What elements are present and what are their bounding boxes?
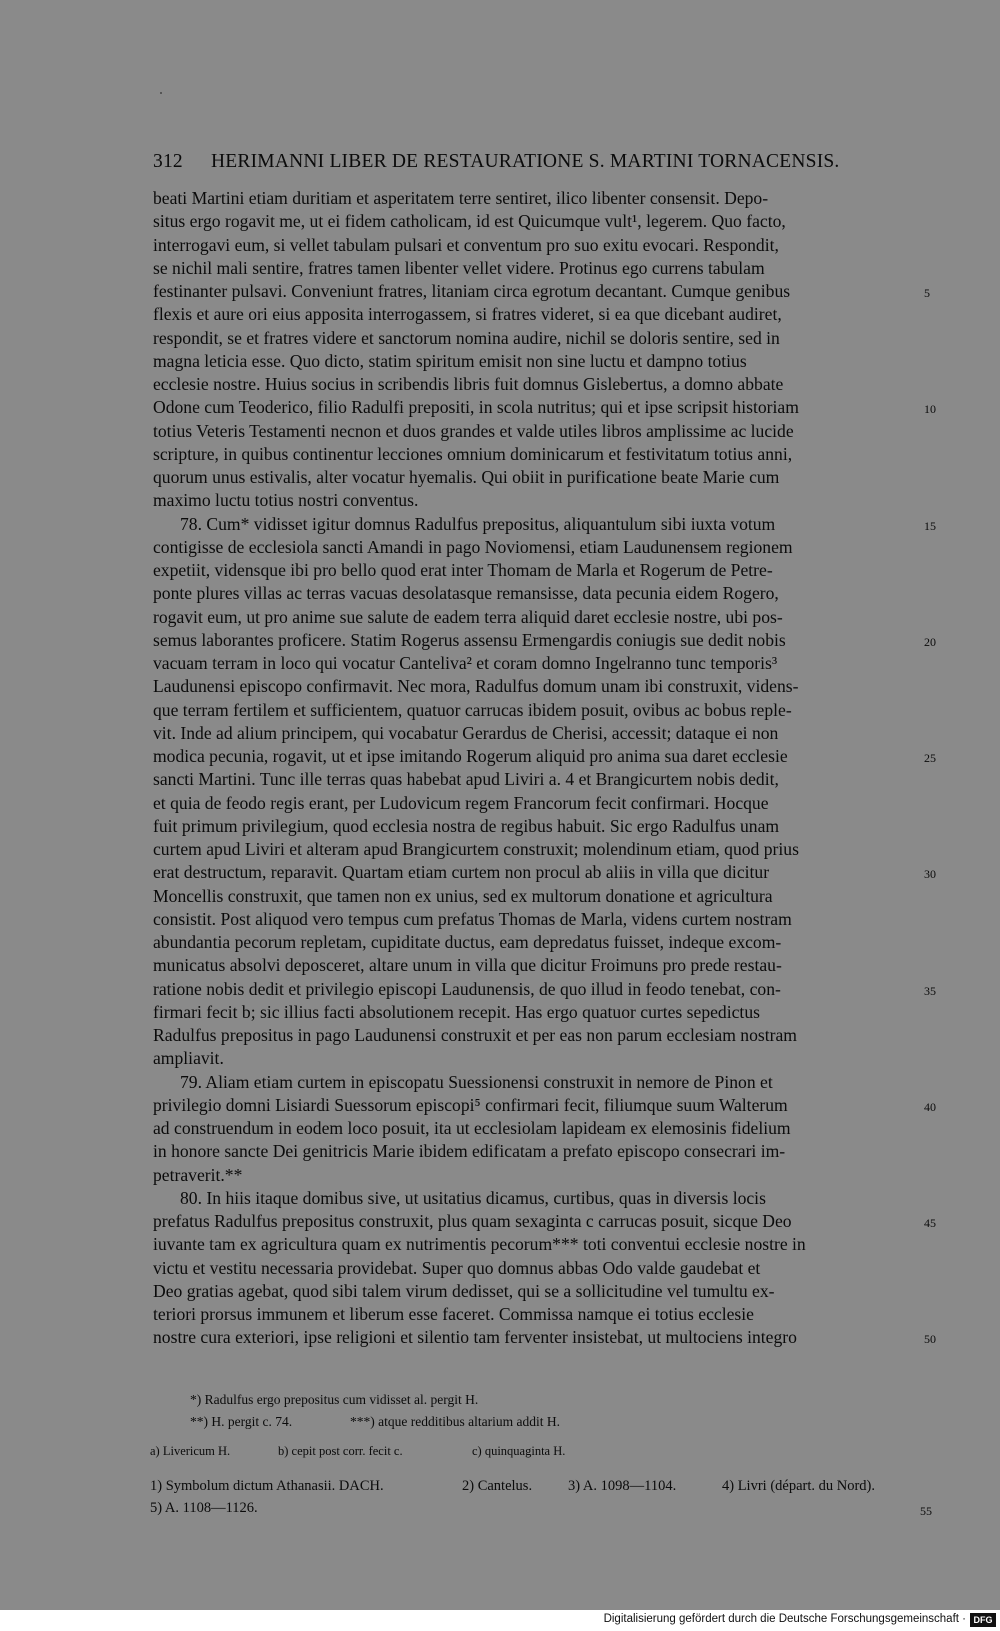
footnote-1: 1) Symbolum dictum Athanasii. DACH. [150, 1478, 384, 1494]
footnote-star-3: ***) atque redditibus altarium addit H. [350, 1414, 560, 1429]
page-number: 312 [153, 151, 183, 172]
text-line: scripture, in quibus continentur lecciones omnium dominicarum et festivitatum totius anni, [153, 443, 793, 464]
footnote-4: 4) Livri (départ. du Nord). [722, 1478, 876, 1494]
text-line: ad construendum in eodem loco posuit, ita ut ecclesiolam lapideam ex elemosinis fidelium [153, 1118, 791, 1138]
text-line: situs ergo rogavit me, ut ei fidem catholicam, id est Quicumque vult¹, legerem. Quo facto, [153, 211, 786, 232]
text-line: Odone cum Teoderico, filio Radulfi prepositi, in scola nutritus; qui et ipse scripsit historiam [153, 397, 799, 418]
text-line: et quia de feodo regis erant, per Ludovicum regem Francorum fecit confirmari. Hocque [153, 792, 769, 813]
footnote-2: 2) Cantelus. [462, 1478, 533, 1494]
text-line: 80. In hiis itaque domibus sive, ut usitatius dicamus, curtibus, quas in diversis locis [180, 1187, 766, 1208]
footnote-letter-c: c) quinquaginta H. [472, 1444, 566, 1458]
text-line: flexis et aure ori eius apposita interrogassem, si fratres videret, si ea que dicebant audiret, [153, 304, 782, 325]
text-line: beati Martini etiam duritiam et asperitatem terre sentiret, ilico libenter consensit. Depo- [153, 188, 769, 208]
footnote-letter-a: a) Livericum H. [150, 1444, 231, 1458]
text-line: prefatus Radulfus prepositus construxit, plus quam sexaginta c carrucas posuit, sicque Deo [153, 1211, 792, 1231]
margin-line-number: 45 [924, 1216, 936, 1230]
margin-line-number: 20 [924, 634, 936, 649]
footnote-letter-b: b) cepit post corr. fecit c. [278, 1444, 403, 1458]
text-line: Laudunensi episcopo confirmavit. Nec mora, Radulfus domum unam ibi construxit, videns- [153, 676, 799, 697]
text-line: modica pecunia, rogavit, ut et ipse imitando Rogerum aliquid pro anima sua daret ecclesie [153, 746, 788, 766]
footnote-5: 5) A. 1108—1126. [150, 1500, 258, 1516]
footnote-line-number: 55 [920, 1504, 932, 1518]
text-line: vit. Inde ad alium principem, qui vocabatur Gerardus de Cherisi, accessit; dataque ei non [153, 722, 779, 743]
margin-line-number: 15 [924, 518, 936, 533]
text-line: abundantia pecorum repletam, cupiditate ductus, eam depredatus fuisset, indeque excom- [153, 932, 782, 952]
text-line: consistit. Post aliquod vero tempus cum prefatus Thomas de Marla, videns curtem nostram [153, 908, 792, 929]
footnote-3: 3) A. 1098—1104. [568, 1478, 677, 1494]
text-line: fuit primum privilegium, quod ecclesia nostra de regibus habuit. Sic ergo Radulfus unam [153, 815, 780, 836]
dfg-logo: DFG [970, 1613, 996, 1627]
text-line: semus laborantes proficere. Statim Rogerus assensu Ermengardis coniugis sue dedit nobis [153, 629, 786, 650]
text-line: vacuam terram in loco qui vocatur Canteliva² et coram domno Ingelranno tunc temporis³ [153, 653, 778, 673]
text-line: erat destructum, reparavit. Quartam etiam curtem non procul ab aliis in villa que dicitur [153, 862, 770, 883]
text-line: quorum unus estivalis, alter vocatur hyemalis. Qui obiit in purificatione beate Marie cum [153, 467, 780, 487]
text-line: in honore sancte Dei genitricis Marie ibidem edificatam a prefato episcopo consecrari im- [153, 1141, 786, 1162]
text-line: Radulfus prepositus in pago Laudunensi construxit et per eas non parum ecclesiam nostram [153, 1025, 797, 1045]
text-line: ecclesie nostre. Huius socius in scribendis libris fuit domnus Gislebertus, a domno abbate [153, 374, 784, 394]
text-line: sancti Martini. Tunc ille terras quas habebat apud Liviri a. 4 et Brangicurtem nobis dedit, [153, 769, 779, 790]
text-line: 78. Cum* vidisset igitur domnus Radulfus prepositus, aliquantulum sibi iuxta votum [180, 513, 776, 534]
text-line: interrogavi eum, si vellet tabulam pulsari et conventum pro suo exitu evocari. Respondit, [153, 234, 779, 255]
text-line: teriori prorsus immunem et liberum esse faceret. Commissa namque ei totius ecclesie [153, 1304, 754, 1324]
text-line: privilegio domni Lisiardi Suessorum episcopi⁵ confirmari fecit, filiumque suum Walterum [153, 1094, 788, 1115]
text-line: que terram fertilem et sufficientem, quatuor carrucas ibidem posuit, ovibus ac bobus reple- [153, 699, 792, 720]
text-line: 79. Aliam etiam curtem in episcopatu Suessionensi construxit in nemore de Pinon et [180, 1071, 773, 1092]
text-line: curtem apud Liviri et alteram apud Brangicurtem construxit; molendinum etiam, quod prius [153, 839, 799, 859]
margin-line-number: 25 [924, 751, 936, 765]
text-line: victu et vestitu necessaria providebat. Super quo domnus abbas Odo valde gaudebat et [153, 1257, 761, 1278]
text-line: nostre cura exteriori, ipse religioni et silentio tam ferventer insistebat, ut multociens integro [153, 1327, 797, 1348]
page-header [153, 151, 853, 173]
text-line: firmari fecit b; sic illius facti absolutionem recepit. Has ergo quatuor curtes sepedictus [153, 1001, 760, 1022]
funding-credit: Digitalisierung gefördert durch die Deutsche Forschungsgemeinschaft · [603, 1613, 966, 1625]
margin-line-number: 30 [924, 867, 936, 882]
text-line: magna leticia esse. Quo dicto, statim spiritum emisit non sine luctu et dampno totius [153, 350, 747, 371]
scan-speck [160, 92, 162, 94]
text-line: ampliavit. [153, 1048, 224, 1069]
margin-line-number: 10 [924, 402, 936, 417]
text-line: municatus absolvi deposceret, altare unum in villa que dicitur Froimuns pro prede restau- [153, 955, 782, 976]
text-line: expetiit, vidensque ibi pro bello quod erat inter Thomam de Marla et Rogerum de Petre- [153, 560, 773, 580]
text-line: iuvante tam ex agricultura quam ex nutrimentis pecorum*** toti conventui ecclesie nostre in [153, 1234, 806, 1255]
text-line: festinanter pulsavi. Conveniunt fratres, litaniam circa egrotum decantant. Cumque genibus [153, 281, 791, 301]
text-line: Moncellis construxit, que tamen non ex unius, sed ex multorum donatione et agricultura [153, 885, 773, 906]
margin-line-number: 50 [924, 1332, 936, 1347]
text-line: petraverit.** [153, 1164, 243, 1185]
text-line: respondit, se et fratres videre et sanctorum nomina audire, nichil se doloris sentire, sed in [153, 327, 780, 348]
footnote-star-1: *) Radulfus ergo prepositus cum vidisset al. pergit H. [190, 1392, 479, 1407]
margin-line-number: 40 [924, 1099, 936, 1114]
margin-line-number: 35 [924, 983, 936, 998]
running-title: HERIMANNI LIBER DE RESTAURATIONE S. MARTINI TORNACENSIS. [211, 151, 840, 172]
footnote-star-2: **) H. pergit c. 74. [190, 1414, 293, 1429]
digitization-footer [0, 1610, 1000, 1631]
text-line: totius Veteris Testamenti necnon et duos grandes et valde utiles libros amplissime ac lucide [153, 420, 794, 441]
margin-line-number: 5 [924, 286, 930, 300]
text-line: se nichil mali sentire, fratres tamen libenter vellet videre. Protinus ego currens tabulam [153, 257, 765, 278]
text-line: ponte plures villas ac terras vacuas desolatasque remansisse, data pecunia eidem Rogero, [153, 583, 779, 604]
text-line: contigisse de ecclesiola sancti Amandi in pago Noviomensi, etiam Laudunensem regionem [153, 536, 793, 557]
text-line: maximo luctu totius nostri conventus. [153, 490, 419, 511]
text-line: ratione nobis dedit et privilegio episcopi Laudunensis, de quo illud in feodo tenebat, con- [153, 978, 781, 999]
text-line: rogavit eum, ut pro anime sue salute de eadem terra aliquid daret ecclesie nostre, ubi pos- [153, 606, 783, 627]
text-line: Deo gratias agebat, quod sibi talem virum dedisset, qui se a sollicitudine vel tumultu ex- [153, 1280, 775, 1301]
